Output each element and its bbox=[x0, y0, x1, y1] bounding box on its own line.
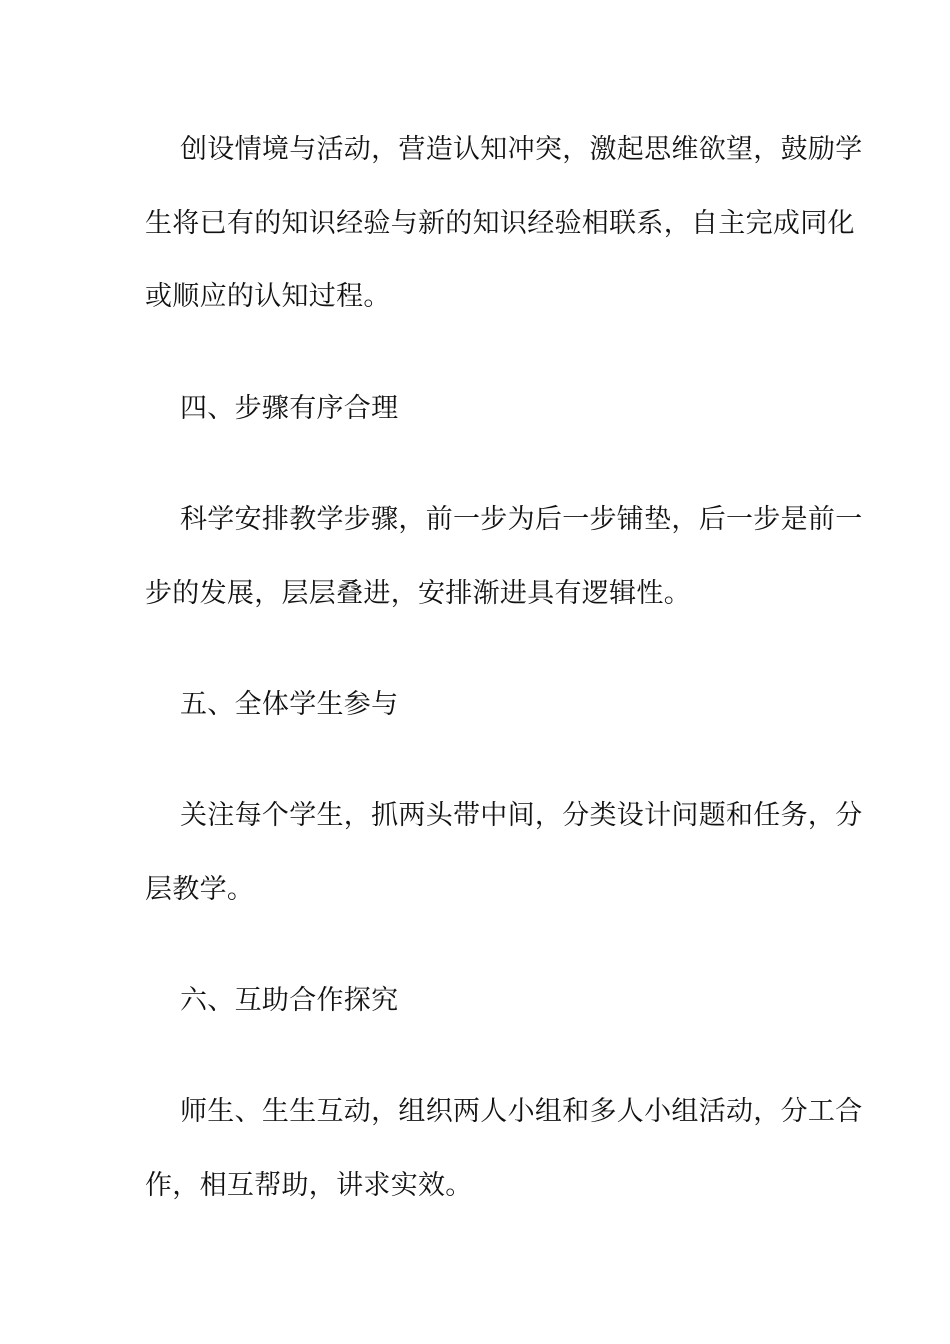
paragraph-4-line-1: 科学安排教学步骤，前一步为后一步铺垫，后一步是前一 bbox=[180, 504, 863, 535]
section-heading-6: 六、互助合作探究 bbox=[180, 985, 399, 1016]
paragraph-3-line-2: 生将已有的知识经验与新的知识经验相联系，自主完成同化 bbox=[145, 208, 855, 239]
paragraph-3-line-3: 或顺应的认知过程。 bbox=[145, 281, 391, 312]
section-heading-5: 五、全体学生参与 bbox=[180, 689, 399, 720]
paragraph-3-line-1: 创设情境与活动，营造认知冲突，激起思维欲望，鼓励学 bbox=[180, 134, 863, 165]
section-heading-4: 四、步骤有序合理 bbox=[180, 393, 399, 424]
paragraph-4-line-2: 步的发展，层层叠进，安排渐进具有逻辑性。 bbox=[145, 578, 691, 609]
paragraph-5-line-1: 关注每个学生，抓两头带中间，分类设计问题和任务，分 bbox=[180, 800, 863, 831]
paragraph-6-line-2: 作，相互帮助，讲求实效。 bbox=[145, 1170, 473, 1201]
paragraph-6-line-1: 师生、生生互动，组织两人小组和多人小组活动，分工合 bbox=[180, 1096, 863, 1127]
paragraph-5-line-2: 层教学。 bbox=[145, 874, 255, 905]
